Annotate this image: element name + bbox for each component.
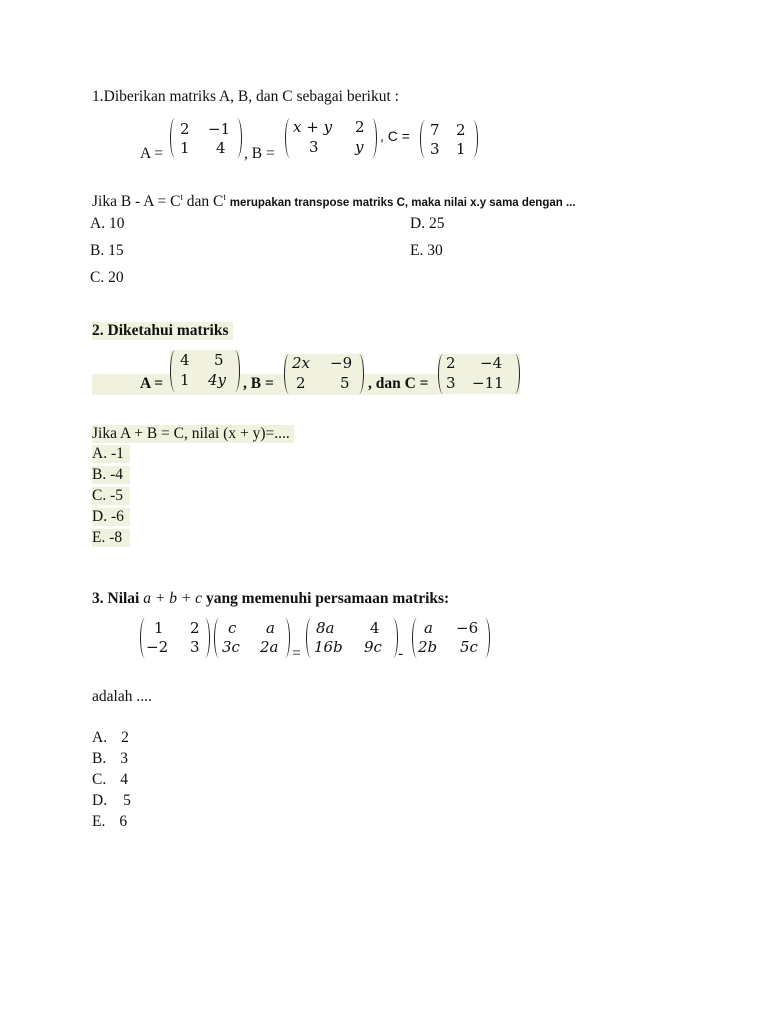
matrix-cell: 4 — [216, 139, 226, 157]
matrix-cell: 1 — [154, 619, 164, 637]
matrix-cell: 2 — [456, 121, 466, 139]
matrix-cell: 2 — [355, 118, 365, 136]
matrix-cell: −1 — [208, 120, 231, 138]
matrix-cell: 3 — [446, 374, 456, 392]
q3-minus: - — [398, 645, 404, 662]
q1-label-b: , B = — [244, 145, 275, 162]
q2-condition: Jika A + B = C, nilai (x + y)=.... — [92, 425, 294, 443]
matrix-cell: 2 — [296, 374, 306, 392]
matrix-cell: 2a — [260, 638, 279, 656]
matrix-cell: 1 — [456, 140, 466, 158]
q2-matrix-c — [438, 354, 520, 394]
q1-matrix-b — [285, 118, 377, 158]
q1-label-a: A = — [140, 145, 163, 162]
q1-condition: Jika $B - A = C^t$ dan $C^t$ merupakan transpose matriks C, maka nilai x.y sama dengan ... — [92, 192, 576, 210]
matrix-cell: 3 — [309, 138, 319, 156]
matrix-cell: 5 — [214, 351, 224, 369]
q2-option-a[interactable]: A. -1 — [92, 445, 130, 463]
matrix-cell: 1 — [180, 371, 190, 389]
q1-option-e[interactable]: E. 30 — [410, 242, 443, 259]
matrix-cell: 3 — [430, 140, 440, 158]
matrix-cell: 8a — [316, 619, 335, 637]
q1-label-c: , C = — [380, 128, 410, 144]
q3-option-c[interactable]: C. 4 — [92, 771, 128, 788]
matrix-cell: 1 — [180, 139, 190, 157]
q2-label-a: A = — [140, 375, 164, 392]
matrix-cell: 16b — [314, 638, 343, 656]
matrix-cell: 7 — [430, 121, 440, 139]
q1-option-a[interactable]: A. 10 — [90, 215, 125, 232]
q1-matrix-a — [170, 118, 242, 158]
q3-option-b[interactable]: B. 3 — [92, 750, 128, 767]
q1-matrix-c — [420, 120, 478, 158]
matrix-cell: a — [266, 619, 275, 637]
matrix-cell: a — [424, 619, 433, 637]
q3-matrix-3 — [306, 618, 398, 658]
q3-adalah: adalah .... — [92, 688, 152, 705]
q2-option-e[interactable]: E. -8 — [92, 529, 130, 547]
q3-option-d[interactable]: D. 5 — [92, 792, 131, 809]
matrix-cell: 4 — [370, 619, 380, 637]
q1-option-b[interactable]: B. 15 — [90, 242, 124, 259]
matrix-cell: −4 — [480, 354, 503, 372]
matrix-cell: 5c — [460, 638, 478, 656]
matrix-cell: 3 — [190, 638, 200, 656]
q2-option-c[interactable]: C. -5 — [92, 487, 130, 505]
q3-matrix-2 — [214, 618, 290, 658]
matrix-cell: 2 — [446, 354, 456, 372]
matrix-cell: 3c — [222, 638, 240, 656]
q2-option-d[interactable]: D. -6 — [92, 508, 130, 526]
q3-option-a[interactable]: A. 2 — [92, 729, 129, 746]
q1-option-d[interactable]: D. 25 — [410, 215, 445, 232]
q2-intro: 2. Diketahui matriks — [92, 322, 233, 340]
q3-equals: = — [292, 645, 301, 662]
matrix-cell: 2 — [190, 619, 200, 637]
q2-label-b: , B = — [243, 375, 274, 392]
q2-option-b[interactable]: B. -4 — [92, 466, 130, 484]
q1-option-c[interactable]: C. 20 — [90, 269, 124, 286]
matrix-cell: −2 — [146, 638, 169, 656]
q1-intro: 1.Diberikan matriks A, B, dan C sebagai berikut : — [92, 88, 399, 105]
matrix-cell: 9c — [364, 638, 382, 656]
matrix-cell: x + y — [293, 118, 333, 136]
matrix-cell: 4 — [180, 351, 190, 369]
q2-matrix-b — [284, 354, 364, 394]
q3-option-e[interactable]: E. 6 — [92, 813, 128, 830]
matrix-cell: 2b — [418, 638, 438, 656]
matrix-cell: c — [228, 619, 237, 637]
q3-matrix-1 — [140, 618, 210, 658]
matrix-cell: 2x — [292, 354, 311, 372]
matrix-cell: 5 — [340, 374, 350, 392]
matrix-cell: −11 — [472, 374, 504, 392]
q3-matrix-4 — [412, 618, 490, 658]
matrix-cell: −6 — [456, 619, 479, 637]
matrix-cell: y — [355, 138, 364, 156]
matrix-cell: −9 — [330, 354, 353, 372]
q3-intro: 3. Nilai a + b + c yang memenuhi persamaan matriks: — [92, 590, 450, 607]
q2-matrix-a — [170, 350, 240, 392]
q2-label-c: , dan C = — [368, 375, 429, 392]
matrix-cell: 2 — [180, 120, 190, 138]
matrix-cell: 4y — [208, 371, 227, 389]
